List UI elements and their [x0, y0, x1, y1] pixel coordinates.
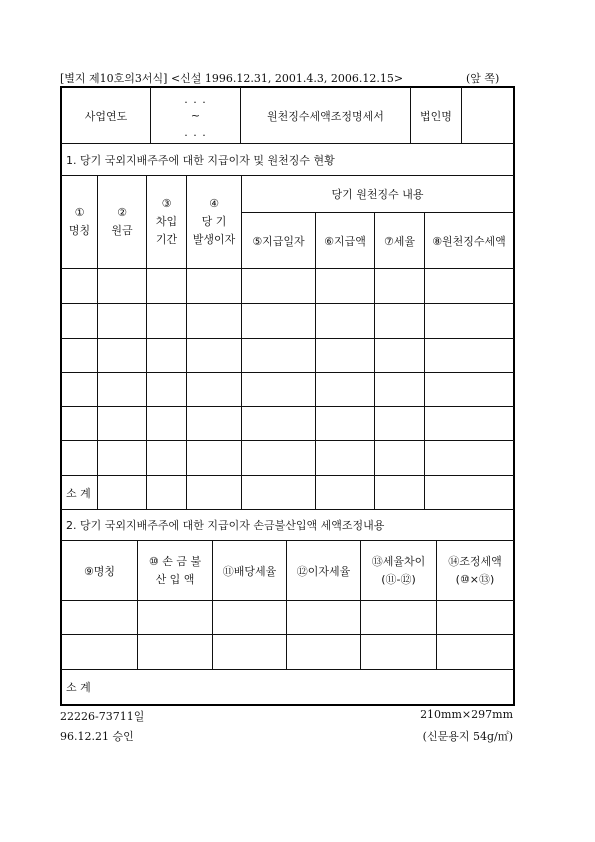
- paper-type: (신문용지 54g/㎡): [422, 730, 513, 743]
- col-period-line2: 기간: [155, 233, 178, 246]
- period-tilde: ~: [190, 108, 201, 122]
- corp-name-label: 법인명: [420, 109, 452, 123]
- col-interest-header: [187, 176, 241, 268]
- section2-subtotal-label: 소 계: [66, 681, 91, 694]
- col-borrow-period-header: [147, 176, 186, 268]
- period-end: . . .: [184, 125, 207, 139]
- s2-col-nondeductible-line1: ⑩ 손 금 불: [148, 554, 202, 568]
- approval-date: 96.12.21 승인: [60, 730, 134, 743]
- fiscal-year-label: 사업연도: [84, 109, 128, 123]
- col-name-number: ①: [74, 206, 85, 219]
- withholding-group-header: 당기 원천징수 내용: [331, 188, 424, 201]
- form-title: 원천징수세액조정명세서: [267, 109, 384, 123]
- col-tax-rate: ⑦세율: [383, 234, 416, 248]
- col-interest-number: ④: [209, 197, 219, 210]
- corp-name-field[interactable]: [462, 88, 513, 143]
- front-side-mark: (앞 쪽): [466, 72, 500, 85]
- col-principal-number: ②: [117, 206, 127, 219]
- s2-col-rate-diff-line2: (⑪-⑫): [381, 572, 416, 586]
- s2-col-rate-difference: [361, 541, 436, 600]
- section2-heading: 2. 당기 국외지배주주에 대한 지급이자 손금불산입액 세액조정내용: [66, 519, 385, 532]
- col-interest-line2: 발생이자: [192, 233, 236, 246]
- col-withholding-tax: ⑧원천징수세액: [432, 234, 506, 248]
- s2-col-rate-diff-line1: ⑬세율차이: [371, 554, 426, 568]
- s2-col-name: ⑨명칭: [83, 564, 116, 578]
- s2-col-nondeductible: [138, 541, 212, 600]
- s2-col-interest-rate: ⑫이자세율: [296, 564, 351, 578]
- section1-subtotal-label: 소 계: [66, 486, 91, 500]
- s2-col-adjusted-tax: [437, 541, 513, 600]
- s2-col-adjust-line2: (⑩×⑬): [455, 572, 495, 586]
- s2-col-adjust-line1: ⑭조정세액: [448, 554, 502, 568]
- col-name-label: 명칭: [68, 224, 91, 237]
- form-reference: [별지 제10호의3서식] <신설 1996.12.31, 2001.4.3, 2006.12.15>: [60, 72, 404, 85]
- s2-col-nondeductible-line2: 산 입 액: [155, 572, 195, 586]
- col-period-line1: 차입: [155, 215, 178, 228]
- col-principal-label: 원금: [111, 224, 133, 237]
- section1-heading: 1. 당기 국외지배주주에 대한 지급이자 및 원천징수 현황: [66, 153, 335, 167]
- col-interest-line1: 당 기: [201, 215, 227, 228]
- col-period-number: ③: [161, 197, 172, 210]
- paper-size: 210mm×297mm: [420, 708, 513, 721]
- form-code: 22226-73711일: [60, 710, 145, 723]
- fiscal-year-field[interactable]: [151, 88, 240, 143]
- s2-col-dividend-rate: ⑪배당세율: [222, 564, 277, 578]
- period-start: . . .: [184, 92, 207, 106]
- col-pay-date: ⑤지급일자: [252, 234, 305, 248]
- col-principal-header: [98, 176, 146, 268]
- col-pay-amount: ⑥지급액: [324, 234, 366, 248]
- col-name-header: [62, 176, 97, 268]
